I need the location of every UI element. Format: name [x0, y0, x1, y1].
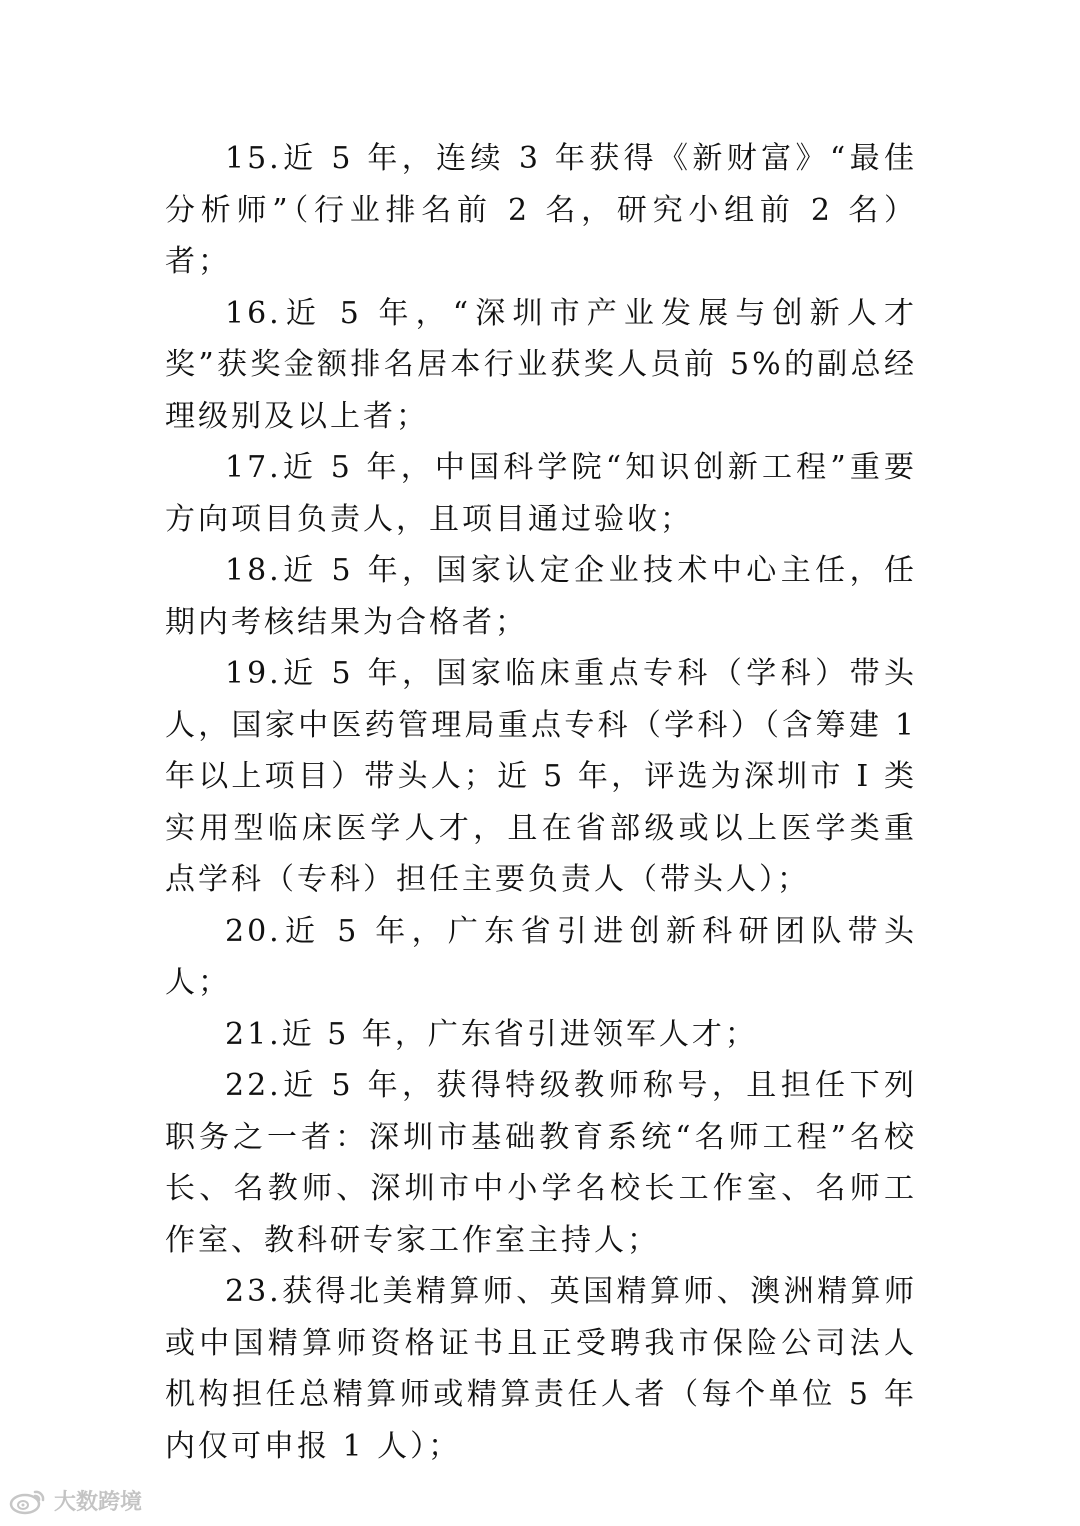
- document-body: [165, 133, 917, 1472]
- item-15: 15.近 5 年，连续 3 年获得《新财富》“最佳分析师”（行业排名前 2 名，研究小组前 2 名）者；: [165, 141, 917, 279]
- weibo-logo-icon: [8, 1486, 48, 1516]
- item-22: 22.近 5 年，获得特级教师称号，且担任下列职务之一者：深圳市基础教育系统“名师工程”名校长、名教师、深圳市中小学名校长工作室、名师工作室、教科研专家工作室主持人；: [165, 1068, 917, 1258]
- watermark: [8, 1485, 142, 1516]
- item-18: 18.近 5 年，国家认定企业技术中心主任，任期内考核结果为合格者；: [165, 553, 917, 640]
- item-20: 20.近 5 年，广东省引进创新科研团队带头人；: [165, 913, 917, 1000]
- item-16: 16.近 5 年，“深圳市产业发展与创新人才奖”获奖金额排名居本行业获奖人员前 5%的副总经理级别及以上者；: [165, 295, 917, 434]
- item-19: 19.近 5 年，国家临床重点专科（学科）带头人，国家中医药管理局重点专科（学科）（含筹建 1 年以上项目）带头人；近 5 年，评选为深圳市 I 类实用型临床医学人才，且在省部级或以上医学类重点学科（专科）担任主要负责人（带头人）；: [165, 656, 917, 897]
- item-17: 17.近 5 年，中国科学院“知识创新工程”重要方向项目负责人，且项目通过验收；: [165, 450, 917, 537]
- watermark-text: 大数跨境: [54, 1490, 143, 1515]
- item-23: 23.获得北美精算师、英国精算师、澳洲精算师或中国精算师资格证书且正受聘我市保险公司法人机构担任总精算师或精算责任人者（每个单位 5 年内仅可申报 1 人）；: [165, 1274, 917, 1464]
- item-21: 21.近 5 年，广东省引进领军人才；: [225, 1016, 758, 1052]
